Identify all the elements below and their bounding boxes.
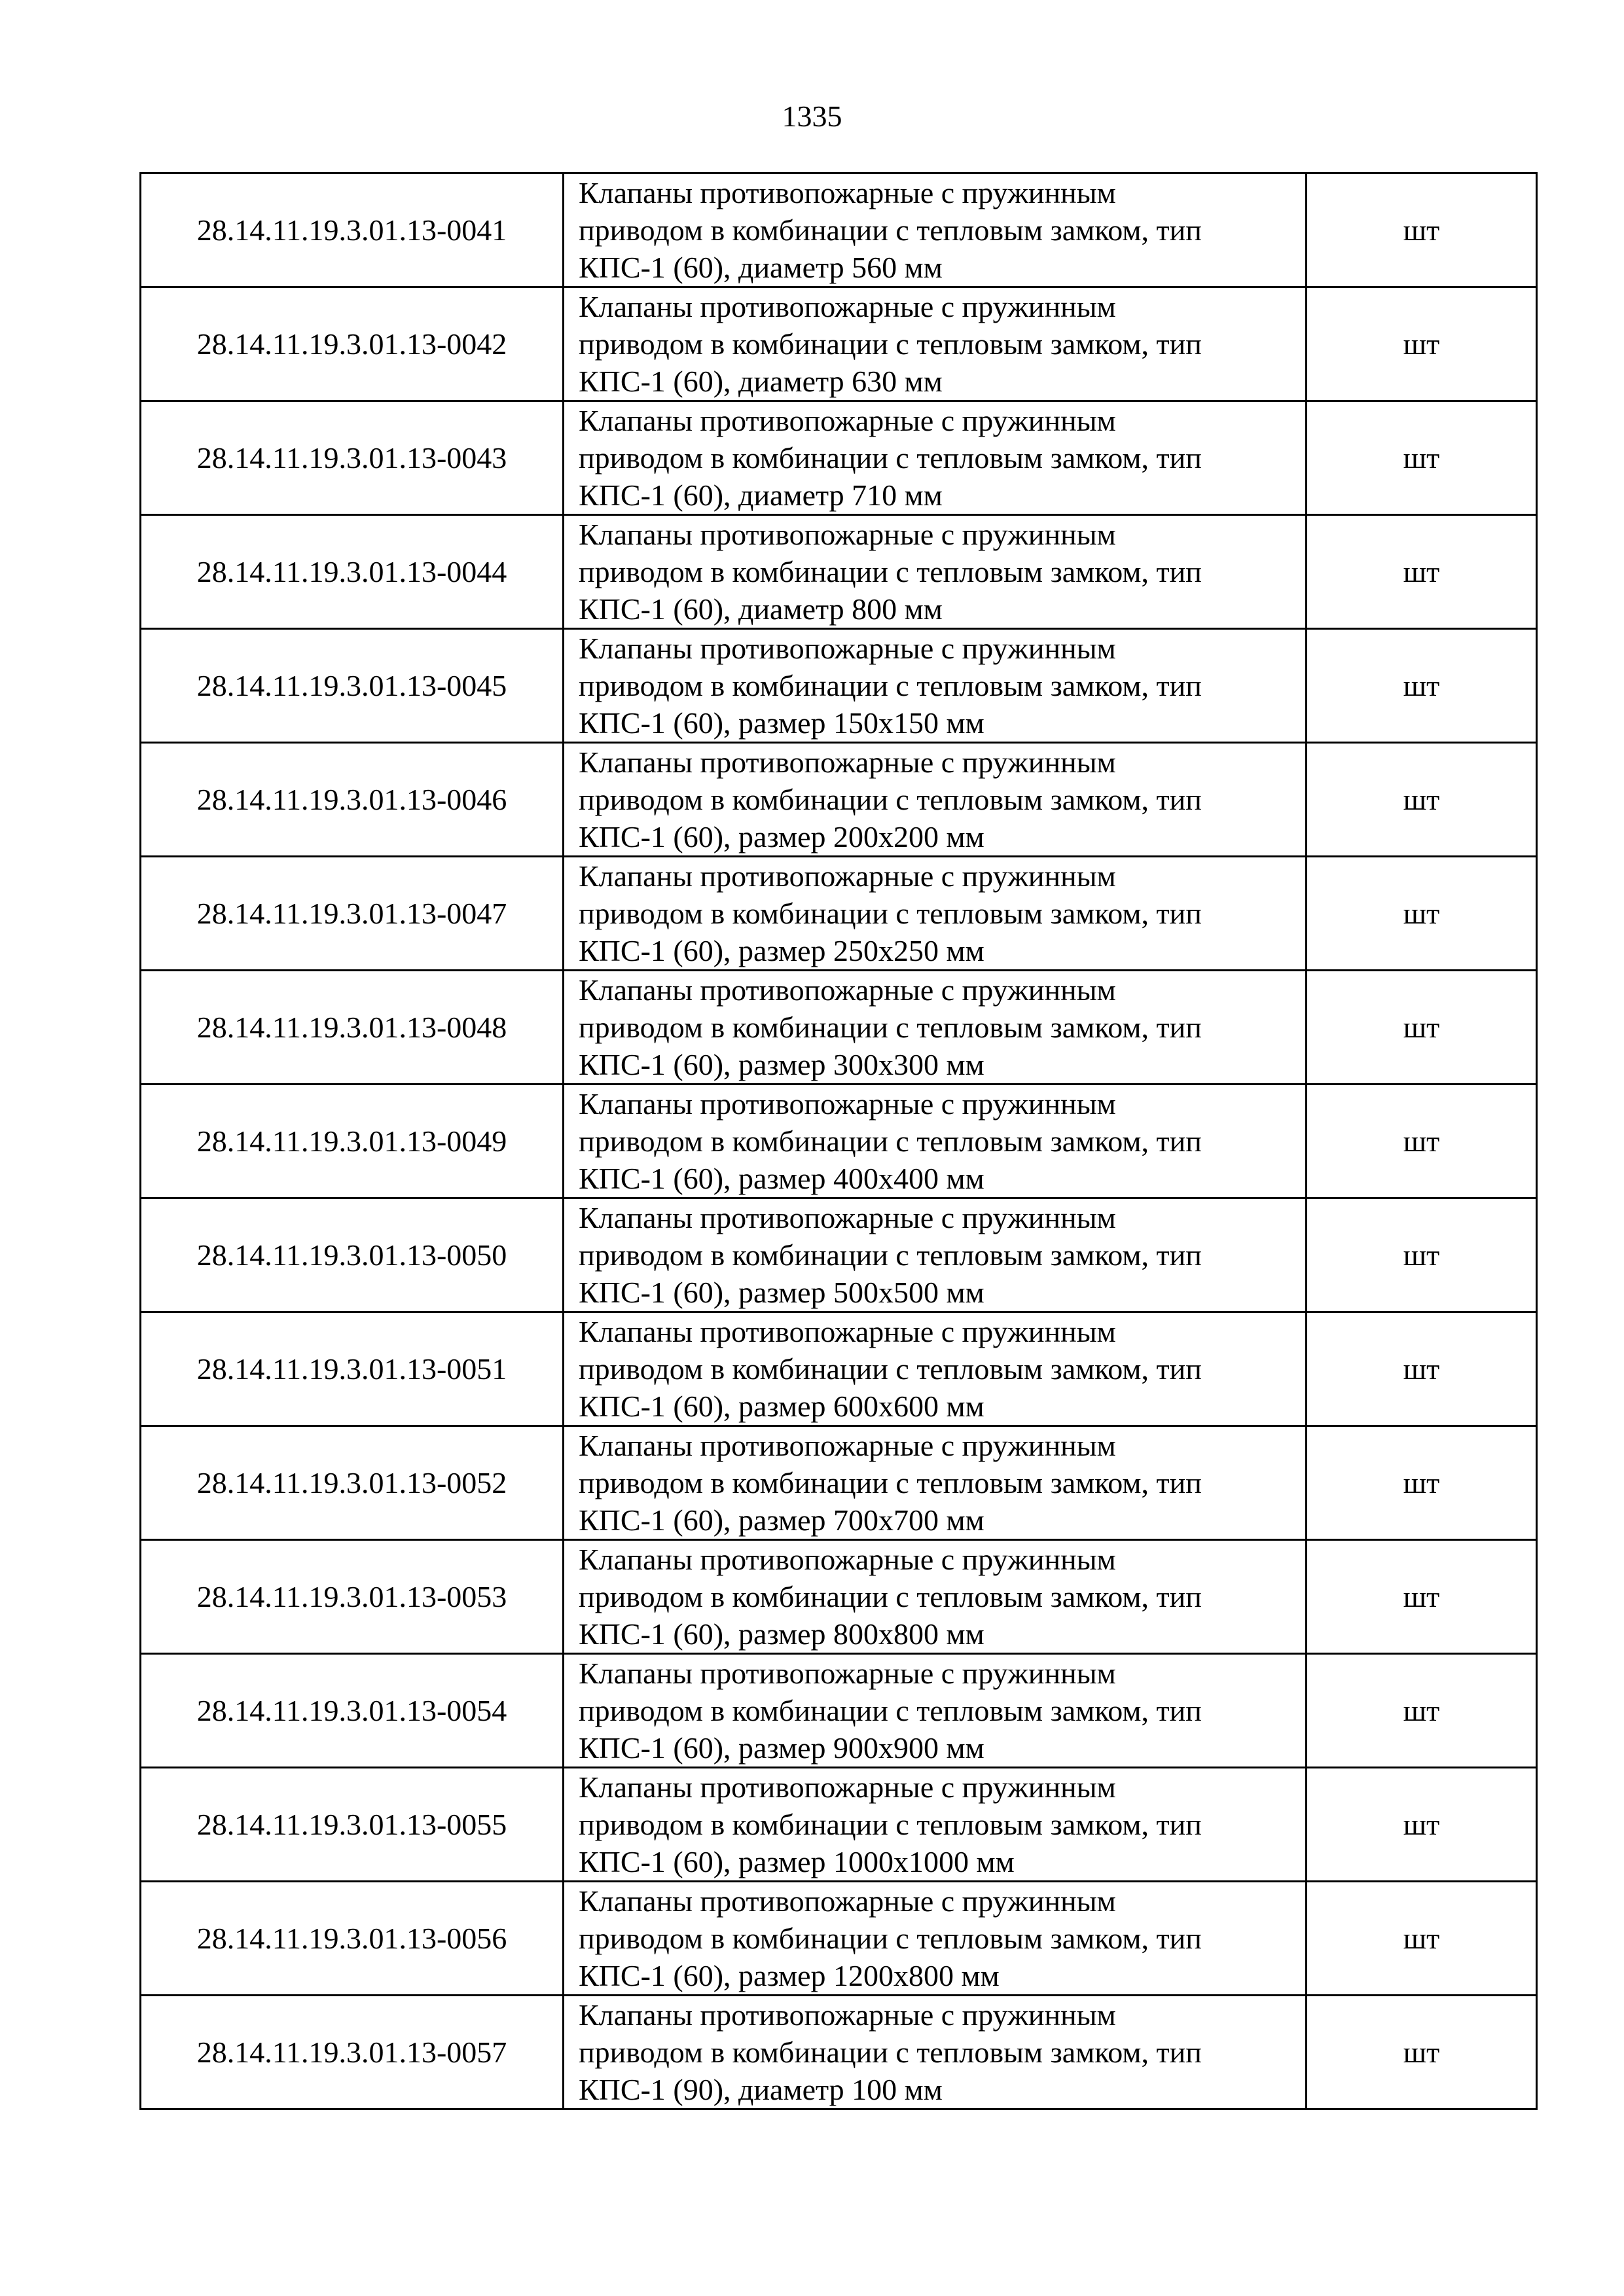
unit-cell: шт — [1307, 1996, 1537, 2109]
description-line: приводом в комбинации с тепловым замком, тип — [579, 441, 1202, 475]
description-line: приводом в комбинации с тепловым замком, тип — [579, 327, 1202, 361]
description-line: Клапаны противопожарные с пружинным — [579, 1315, 1116, 1348]
table-row — [141, 401, 1537, 515]
table-row — [141, 1654, 1537, 1768]
item-description-cell — [564, 515, 1307, 629]
description-line: КПС-1 (60), размер 700х700 мм — [579, 1503, 984, 1537]
unit-cell: шт — [1307, 1312, 1537, 1426]
description-line: КПС-1 (60), размер 600х600 мм — [579, 1390, 984, 1423]
description-line: КПС-1 (90), диаметр 100 мм — [579, 2073, 943, 2106]
item-code-cell: 28.14.11.19.3.01.13-0048 — [141, 971, 564, 1085]
table-row — [141, 1882, 1537, 1996]
description-line: Клапаны противопожарные с пружинным — [579, 1543, 1116, 1576]
unit-cell: шт — [1307, 1540, 1537, 1654]
item-code-cell: 28.14.11.19.3.01.13-0043 — [141, 401, 564, 515]
unit-cell: шт — [1307, 1085, 1537, 1198]
unit-cell: шт — [1307, 857, 1537, 971]
unit-cell: шт — [1307, 515, 1537, 629]
unit-cell: шт — [1307, 1426, 1537, 1540]
description-line: приводом в комбинации с тепловым замком, тип — [579, 1694, 1202, 1727]
item-description-cell — [564, 1882, 1307, 1996]
description-line: Клапаны противопожарные с пружинным — [579, 290, 1116, 323]
unit-cell: шт — [1307, 287, 1537, 401]
description-line: приводом в комбинации с тепловым замком, тип — [579, 1238, 1202, 1272]
unit-cell: шт — [1307, 1654, 1537, 1768]
unit-cell: шт — [1307, 1198, 1537, 1312]
item-description-cell — [564, 971, 1307, 1085]
page-number: 1335 — [782, 99, 842, 133]
description-line: Клапаны противопожарные с пружинным — [579, 1998, 1116, 2032]
description-line: КПС-1 (60), размер 400х400 мм — [579, 1162, 984, 1195]
description-line: КПС-1 (60), размер 500х500 мм — [579, 1276, 984, 1309]
description-line: приводом в комбинации с тепловым замком, тип — [579, 669, 1202, 702]
item-code-cell: 28.14.11.19.3.01.13-0044 — [141, 515, 564, 629]
description-line: приводом в комбинации с тепловым замком, тип — [579, 783, 1202, 816]
description-line: приводом в комбинации с тепловым замком, тип — [579, 1922, 1202, 1955]
unit-cell: шт — [1307, 1882, 1537, 1996]
description-line: приводом в комбинации с тепловым замком, тип — [579, 1808, 1202, 1841]
description-line: КПС-1 (60), размер 250х250 мм — [579, 934, 984, 967]
table-row — [141, 515, 1537, 629]
item-code-cell: 28.14.11.19.3.01.13-0045 — [141, 629, 564, 743]
item-code-cell: 28.14.11.19.3.01.13-0055 — [141, 1768, 564, 1882]
item-description-cell — [564, 1426, 1307, 1540]
table-row — [141, 1768, 1537, 1882]
item-description-cell — [564, 287, 1307, 401]
item-description-cell — [564, 1312, 1307, 1426]
table-row — [141, 1996, 1537, 2109]
description-line: Клапаны противопожарные с пружинным — [579, 404, 1116, 437]
item-description-cell — [564, 1654, 1307, 1768]
description-line: Клапаны противопожарные с пружинным — [579, 1429, 1116, 1462]
description-line: КПС-1 (60), размер 150х150 мм — [579, 706, 984, 740]
description-line: приводом в комбинации с тепловым замком, тип — [579, 213, 1202, 247]
catalog-table-body — [141, 173, 1537, 2109]
item-code-cell: 28.14.11.19.3.01.13-0042 — [141, 287, 564, 401]
description-line: Клапаны противопожарные с пружинным — [579, 1884, 1116, 1918]
item-description-cell — [564, 1085, 1307, 1198]
description-line: приводом в комбинации с тепловым замком, тип — [579, 1580, 1202, 1613]
description-line: КПС-1 (60), размер 900х900 мм — [579, 1731, 984, 1765]
description-line: Клапаны противопожарные с пружинным — [579, 1657, 1116, 1690]
item-description-cell — [564, 173, 1307, 287]
description-line: Клапаны противопожарные с пружинным — [579, 745, 1116, 779]
item-description-cell — [564, 629, 1307, 743]
description-line: КПС-1 (60), диаметр 560 мм — [579, 251, 943, 284]
table-row — [141, 857, 1537, 971]
description-line: КПС-1 (60), размер 200х200 мм — [579, 820, 984, 853]
table-row — [141, 1540, 1537, 1654]
item-description-cell — [564, 1996, 1307, 2109]
unit-cell: шт — [1307, 401, 1537, 515]
description-line: Клапаны противопожарные с пружинным — [579, 632, 1116, 665]
table-row — [141, 1426, 1537, 1540]
item-code-cell: 28.14.11.19.3.01.13-0054 — [141, 1654, 564, 1768]
table-row — [141, 1085, 1537, 1198]
unit-cell: шт — [1307, 971, 1537, 1085]
item-code-cell: 28.14.11.19.3.01.13-0050 — [141, 1198, 564, 1312]
unit-cell: шт — [1307, 629, 1537, 743]
description-line: Клапаны противопожарные с пружинным — [579, 1770, 1116, 1804]
description-line: КПС-1 (60), диаметр 710 мм — [579, 478, 943, 512]
description-line: КПС-1 (60), размер 1200х800 мм — [579, 1959, 1000, 1992]
table-row — [141, 287, 1537, 401]
catalog-table — [139, 172, 1538, 2110]
description-line: КПС-1 (60), размер 800х800 мм — [579, 1617, 984, 1651]
item-code-cell: 28.14.11.19.3.01.13-0047 — [141, 857, 564, 971]
item-code-cell: 28.14.11.19.3.01.13-0057 — [141, 1996, 564, 2109]
description-line: КПС-1 (60), размер 300х300 мм — [579, 1048, 984, 1081]
description-line: Клапаны противопожарные с пружинным — [579, 1087, 1116, 1121]
table-row — [141, 1312, 1537, 1426]
description-line: Клапаны противопожарные с пружинным — [579, 859, 1116, 893]
description-line: Клапаны противопожарные с пружинным — [579, 1201, 1116, 1234]
item-code-cell: 28.14.11.19.3.01.13-0053 — [141, 1540, 564, 1654]
item-code-cell: 28.14.11.19.3.01.13-0051 — [141, 1312, 564, 1426]
description-line: КПС-1 (60), размер 1000х1000 мм — [579, 1845, 1015, 1878]
table-row — [141, 629, 1537, 743]
item-code-cell: 28.14.11.19.3.01.13-0052 — [141, 1426, 564, 1540]
description-line: приводом в комбинации с тепловым замком, тип — [579, 1124, 1202, 1158]
description-line: Клапаны противопожарные с пружинным — [579, 518, 1116, 551]
description-line: приводом в комбинации с тепловым замком, тип — [579, 1011, 1202, 1044]
item-description-cell — [564, 1768, 1307, 1882]
item-description-cell — [564, 1198, 1307, 1312]
description-line: КПС-1 (60), диаметр 800 мм — [579, 592, 943, 626]
description-line: Клапаны противопожарные с пружинным — [579, 176, 1116, 209]
item-description-cell — [564, 401, 1307, 515]
description-line: Клапаны противопожарные с пружинным — [579, 973, 1116, 1007]
item-description-cell — [564, 743, 1307, 857]
description-line: КПС-1 (60), диаметр 630 мм — [579, 365, 943, 398]
item-code-cell: 28.14.11.19.3.01.13-0041 — [141, 173, 564, 287]
description-line: приводом в комбинации с тепловым замком, тип — [579, 1466, 1202, 1499]
table-row — [141, 743, 1537, 857]
description-line: приводом в комбинации с тепловым замком, тип — [579, 555, 1202, 588]
item-code-cell: 28.14.11.19.3.01.13-0056 — [141, 1882, 564, 1996]
item-code-cell: 28.14.11.19.3.01.13-0049 — [141, 1085, 564, 1198]
description-line: приводом в комбинации с тепловым замком, тип — [579, 2036, 1202, 2069]
item-description-cell — [564, 1540, 1307, 1654]
unit-cell: шт — [1307, 1768, 1537, 1882]
table-row — [141, 173, 1537, 287]
table-row — [141, 971, 1537, 1085]
unit-cell: шт — [1307, 743, 1537, 857]
item-description-cell — [564, 857, 1307, 971]
item-code-cell: 28.14.11.19.3.01.13-0046 — [141, 743, 564, 857]
unit-cell: шт — [1307, 173, 1537, 287]
description-line: приводом в комбинации с тепловым замком, тип — [579, 1352, 1202, 1386]
description-line: приводом в комбинации с тепловым замком, тип — [579, 897, 1202, 930]
table-row — [141, 1198, 1537, 1312]
